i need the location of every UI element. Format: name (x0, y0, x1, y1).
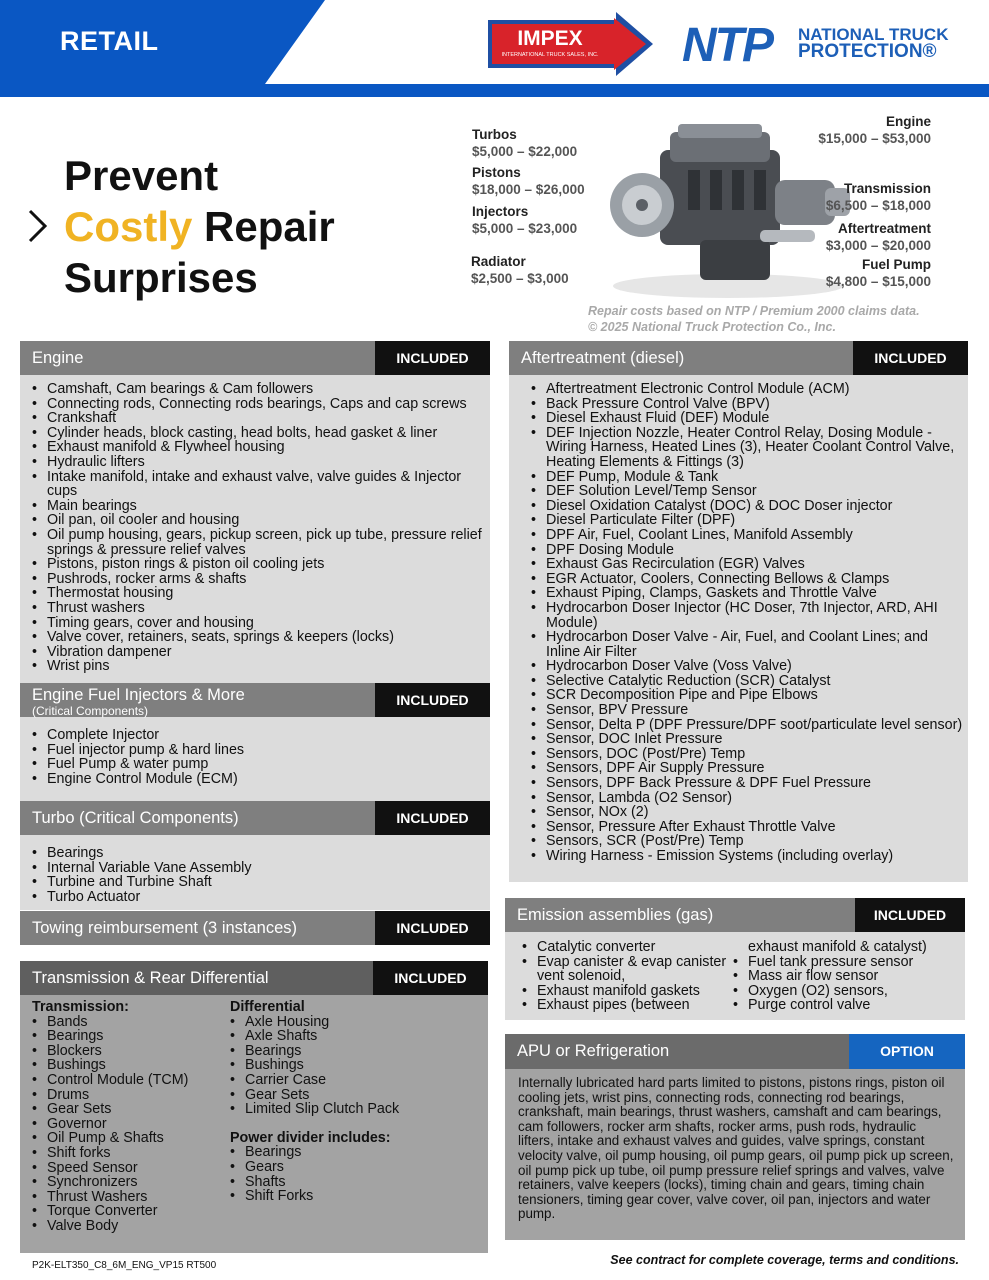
aftertreatment-item: • Sensors, DPF Back Pressure & DPF Fuel Pressure (531, 776, 963, 791)
power-divider-item: • Bearings (230, 1145, 480, 1160)
emission-item: • Evap canister & evap canister vent solenoid, (522, 955, 737, 984)
aftertreatment-item: • DPF Air, Fuel, Coolant Lines, Manifold Assembly (531, 528, 963, 543)
emission-item: • Oxygen (O2) sensors, (733, 984, 963, 999)
turbo-title: Turbo (Critical Components) (32, 809, 239, 827)
footer-terms-note: See contract for complete coverage, terms and conditions. (610, 1253, 959, 1267)
transmission-item: • Control Module (TCM) (32, 1073, 222, 1088)
aftertreatment-item: • EGR Actuator, Coolers, Connecting Bellows & Clamps (531, 572, 963, 587)
power-divider-items (230, 1145, 480, 1203)
engine-item: • Thrust washers (32, 601, 482, 616)
aftertreatment-item: • Exhaust Piping, Clamps, Gaskets and Throttle Valve (531, 586, 963, 601)
aftertreatment-item: • Diesel Oxidation Catalyst (DOC) & DOC Doser injector (531, 499, 963, 514)
engine-item: • Hydraulic lifters (32, 455, 482, 470)
cost-transmission-range: $6,500 – $18,000 (825, 198, 931, 213)
aftertreatment-panel (509, 341, 968, 882)
cost-pistons-name: Pistons (472, 165, 521, 180)
engine-item: • Main bearings (32, 499, 482, 514)
transmission-label: Transmission: (32, 999, 129, 1015)
aftertreatment-item: • Hydrocarbon Doser Valve - Air, Fuel, and Coolant Lines; and Inline Air Filter (531, 630, 963, 659)
aftertreatment-item: • Exhaust Gas Recirculation (EGR) Valves (531, 557, 963, 572)
transmission-column (32, 1000, 222, 1234)
emission-right-continuation: exhaust manifold & catalyst) (748, 939, 927, 955)
footer-form-code: P2K-ELT350_C8_6M_ENG_VP15 RT500 (32, 1260, 217, 1271)
power-divider-item: • Shafts (230, 1175, 480, 1190)
ntp-logo-name (798, 26, 948, 60)
engine-item: • Crankshaft (32, 411, 482, 426)
emission-included-tag: INCLUDED (855, 898, 965, 932)
transmission-item: • Shift forks (32, 1146, 222, 1161)
engine-item: • Oil pan, oil cooler and housing (32, 513, 482, 528)
aftertreatment-item: • Sensor, BPV Pressure (531, 703, 963, 718)
cost-pistons (472, 164, 585, 198)
impex-logo (488, 12, 653, 76)
transmission-item: • Synchronizers (32, 1175, 222, 1190)
apu-panel (505, 1034, 965, 1240)
transmission-items (32, 1015, 222, 1234)
engine-items (32, 382, 482, 674)
engine-header (20, 341, 490, 375)
aftertreatment-item: • Sensors, DPF Air Supply Pressure (531, 761, 963, 776)
aftertreatment-item: • Selective Catalytic Reduction (SCR) Catalyst (531, 674, 963, 689)
headline-gold-word: Costly (64, 203, 193, 250)
emission-item: • Purge control valve (733, 998, 963, 1013)
towing-title: Towing reimbursement (3 instances) (32, 919, 298, 937)
differential-item: • Bushings (230, 1058, 480, 1073)
cost-pistons-range: $18,000 – $26,000 (472, 182, 585, 197)
cost-radiator (471, 253, 569, 287)
aftertreatment-item: • Sensor, DOC Inlet Pressure (531, 732, 963, 747)
cost-turbos (472, 126, 577, 160)
engine-item: • Connecting rods, Connecting rods bearings, Caps and cap screws (32, 397, 482, 412)
cost-fuelpump (826, 256, 931, 290)
engine-item: • Intake manifold, intake and exhaust valve, valve guides & Injector cups (32, 470, 482, 499)
engine-item: • Timing gears, cover and housing (32, 616, 482, 631)
transmission-item: • Bearings (32, 1029, 222, 1044)
cost-fuelpump-name: Fuel Pump (861, 257, 931, 272)
emission-items-right (733, 940, 963, 1013)
disclaimer-line1: Repair costs based on NTP / Premium 2000 claims data. (588, 304, 920, 318)
power-divider-item: • Gears (230, 1160, 480, 1175)
headline (64, 150, 335, 303)
retail-label: RETAIL (60, 26, 159, 56)
engine-item: • Oil pump housing, gears, pickup screen, pick up tube, pressure relief springs & pressure relief valves (32, 528, 482, 557)
headline-line1: Prevent (64, 152, 219, 199)
headline-line3: Surprises (64, 254, 258, 301)
turbo-item: • Turbo Actuator (32, 890, 482, 905)
ntp-logo (682, 18, 952, 76)
emission-item: • Mass air flow sensor (733, 969, 963, 984)
differential-item: • Axle Shafts (230, 1029, 480, 1044)
turbo-item: • Internal Variable Vane Assembly (32, 861, 482, 876)
emission-item: • Exhaust pipes (between (522, 998, 737, 1013)
aftertreatment-item: • Diesel Particulate Filter (DPF) (531, 513, 963, 528)
emission-title: Emission assemblies (gas) (517, 906, 714, 924)
cost-fuelpump-range: $4,800 – $15,000 (825, 274, 931, 289)
aftertreatment-items (531, 382, 963, 864)
cost-engine (818, 113, 931, 147)
cost-injectors-name: Injectors (472, 204, 529, 219)
engine-title: Engine (32, 349, 84, 367)
aftertreatment-item: • Sensors, SCR (Post/Pre) Temp (531, 834, 963, 849)
turbo-items (32, 846, 482, 904)
turbo-header (20, 801, 490, 835)
turbo-included-tag: INCLUDED (375, 801, 490, 835)
transmission-item: • Thrust Washers (32, 1190, 222, 1205)
cost-turbos-name: Turbos (472, 127, 517, 142)
cost-transmission (826, 180, 931, 214)
cost-radiator-range: $2,500 – $3,000 (471, 271, 569, 286)
transmission-panel (20, 961, 488, 1253)
cost-injectors (472, 203, 577, 237)
aftertreatment-title: Aftertreatment (diesel) (521, 349, 685, 367)
cost-aftertreatment-range: $3,000 – $20,000 (825, 238, 931, 253)
injectors-title: Engine Fuel Injectors & More (32, 686, 245, 704)
differential-items (230, 1015, 480, 1117)
differential-item: • Axle Housing (230, 1015, 480, 1030)
cost-turbos-range: $5,000 – $22,000 (472, 144, 578, 159)
cost-injectors-range: $5,000 – $23,000 (472, 221, 578, 236)
engine-item: • Thermostat housing (32, 586, 482, 601)
engine-item: • Pistons, piston rings & piston oil cooling jets (32, 557, 482, 572)
differential-item: • Gear Sets (230, 1088, 480, 1103)
transmission-item: • Valve Body (32, 1219, 222, 1234)
injectors-included-tag: INCLUDED (375, 683, 490, 717)
injectors-header (20, 683, 490, 717)
transmission-item: • Drums (32, 1088, 222, 1103)
emission-right-list (733, 955, 963, 1013)
engine-item: • Cylinder heads, block casting, head bolts, head gasket & liner (32, 426, 482, 441)
injectors-item: • Complete Injector (32, 728, 482, 743)
differential-item: • Carrier Case (230, 1073, 480, 1088)
aftertreatment-item: • Sensor, Pressure After Exhaust Throttle Valve (531, 820, 963, 835)
differential-label: Differential (230, 999, 305, 1015)
headline-repair-word: Repair (192, 203, 335, 250)
aftertreatment-item: • DEF Solution Level/Temp Sensor (531, 484, 963, 499)
injectors-item: • Fuel Pump & water pump (32, 757, 482, 772)
injectors-subtitle: (Critical Components) (32, 704, 149, 718)
cost-transmission-name: Transmission (843, 181, 931, 196)
aftertreatment-item: • Sensor, NOx (2) (531, 805, 963, 820)
injectors-items (32, 728, 482, 786)
aftertreatment-item: • DEF Injection Nozzle, Heater Control Relay, Dosing Module - Wiring Harness, Heated Lines (3), Heater Coolant Control Valve, Heating Elements & Fittings (3) (531, 426, 963, 470)
emission-header (505, 898, 965, 932)
engine-item: • Pushrods, rocker arms & shafts (32, 572, 482, 587)
ntp-name-line1: NATIONAL TRUCK (798, 25, 949, 44)
engine-included-tag: INCLUDED (375, 341, 490, 375)
aftertreatment-included-tag: INCLUDED (853, 341, 968, 375)
impex-logo-subtext: INTERNATIONAL TRUCK SALES, INC. (501, 52, 599, 58)
headline-line2 (64, 201, 335, 252)
emission-panel (505, 898, 965, 1020)
power-divider-item: • Shift Forks (230, 1189, 480, 1204)
injectors-panel (20, 683, 490, 801)
differential-column (230, 1000, 480, 1204)
aftertreatment-item: • Aftertreatment Electronic Control Module (ACM) (531, 382, 963, 397)
apu-option-tag: OPTION (849, 1034, 965, 1069)
towing-header (20, 911, 490, 945)
transmission-item: • Torque Converter (32, 1204, 222, 1219)
transmission-item: • Bands (32, 1015, 222, 1030)
cost-radiator-name: Radiator (471, 254, 526, 269)
cost-engine-name: Engine (885, 114, 931, 129)
disclaimer-line2: © 2025 National Truck Protection Co., Inc. (588, 320, 836, 334)
aftertreatment-item: • Sensor, Lambda (O2 Sensor) (531, 791, 963, 806)
cost-engine-range: $15,000 – $53,000 (818, 131, 931, 146)
transmission-item: • Bushings (32, 1058, 222, 1073)
aftertreatment-item: • SCR Decomposition Pipe and Pipe Elbows (531, 688, 963, 703)
apu-description: Internally lubricated hard parts limited to pistons, pistons rings, piston oil cooling jets, wrist pins, connecting rods, connecting rod bearings, crankshaft, main bearings, thrust washers, camshaft and cam bearings, cam followers, rocker arm shafts, rocker arms, push rods, hydraulic lifters, intake and exhaust valves and guides, valve springs, constant velocity valve, oil pump housing, oil pump gears, oil pump pick up screen, oil pump pick up tube, oil pump pressure relief springs and valves, valve retainers, valve keepers (locks), timing chain and gears, timing chain tensioners, timing gear cover, valve cover, oil pan, injectors and water pump. (518, 1075, 954, 1222)
emission-item: • Catalytic converter (522, 940, 737, 955)
aftertreatment-item: • Diesel Exhaust Fluid (DEF) Module (531, 411, 963, 426)
apu-title: APU or Refrigeration (517, 1042, 670, 1060)
engine-illustration (600, 110, 855, 310)
transmission-title: Transmission & Rear Differential (32, 969, 269, 987)
aftertreatment-item: • Sensors, DOC (Post/Pre) Temp (531, 747, 963, 762)
engine-item: • Exhaust manifold & Flywheel housing (32, 440, 482, 455)
emission-item: • Exhaust manifold gaskets (522, 984, 737, 999)
cost-aftertreatment-name: Aftertreatment (837, 221, 931, 236)
aftertreatment-item: • DEF Pump, Module & Tank (531, 470, 963, 485)
engine-item: • Wrist pins (32, 659, 482, 674)
transmission-item: • Gear Sets (32, 1102, 222, 1117)
towing-panel (20, 911, 490, 945)
transmission-item: • Speed Sensor (32, 1161, 222, 1176)
emission-item: • Fuel tank pressure sensor (733, 955, 963, 970)
aftertreatment-item: • Hydrocarbon Doser Valve (Voss Valve) (531, 659, 963, 674)
apu-header (505, 1034, 965, 1069)
cost-aftertreatment (826, 220, 931, 254)
transmission-header (20, 961, 488, 995)
differential-item: • Limited Slip Clutch Pack (230, 1102, 480, 1117)
turbo-item: • Turbine and Turbine Shaft (32, 875, 482, 890)
injectors-item: • Fuel injector pump & hard lines (32, 743, 482, 758)
aftertreatment-item: • DPF Dosing Module (531, 543, 963, 558)
ntp-name-line2: PROTECTION® (798, 41, 937, 62)
cost-disclaimer (588, 303, 920, 335)
turbo-item: • Bearings (32, 846, 482, 861)
turbo-panel (20, 801, 490, 910)
engine-panel (20, 341, 490, 683)
aftertreatment-item: • Wiring Harness - Emission Systems (including overlay) (531, 849, 963, 864)
engine-item: • Valve cover, retainers, seats, springs & keepers (locks) (32, 630, 482, 645)
injectors-item: • Engine Control Module (ECM) (32, 772, 482, 787)
transmission-item: • Governor (32, 1117, 222, 1132)
emission-items-left (522, 940, 737, 1013)
aftertreatment-item: • Hydrocarbon Doser Injector (HC Doser, 7th Injector, ARD, AHI Module) (531, 601, 963, 630)
impex-logo-text: IMPEX (517, 27, 583, 50)
chevron-right-icon (26, 208, 48, 244)
towing-included-tag: INCLUDED (375, 911, 490, 945)
engine-item: • Camshaft, Cam bearings & Cam followers (32, 382, 482, 397)
aftertreatment-item: • Sensor, Delta P (DPF Pressure/DPF soot/particulate level sensor) (531, 718, 963, 733)
aftertreatment-item: • Back Pressure Control Valve (BPV) (531, 397, 963, 412)
engine-item: • Vibration dampener (32, 645, 482, 660)
transmission-item: • Oil Pump & Shafts (32, 1131, 222, 1146)
ntp-logo-mark: NTP (682, 19, 772, 72)
transmission-included-tag: INCLUDED (373, 961, 488, 995)
differential-item: • Bearings (230, 1044, 480, 1059)
aftertreatment-header (509, 341, 968, 375)
power-divider-label: Power divider includes: (230, 1129, 391, 1146)
transmission-item: • Blockers (32, 1044, 222, 1059)
